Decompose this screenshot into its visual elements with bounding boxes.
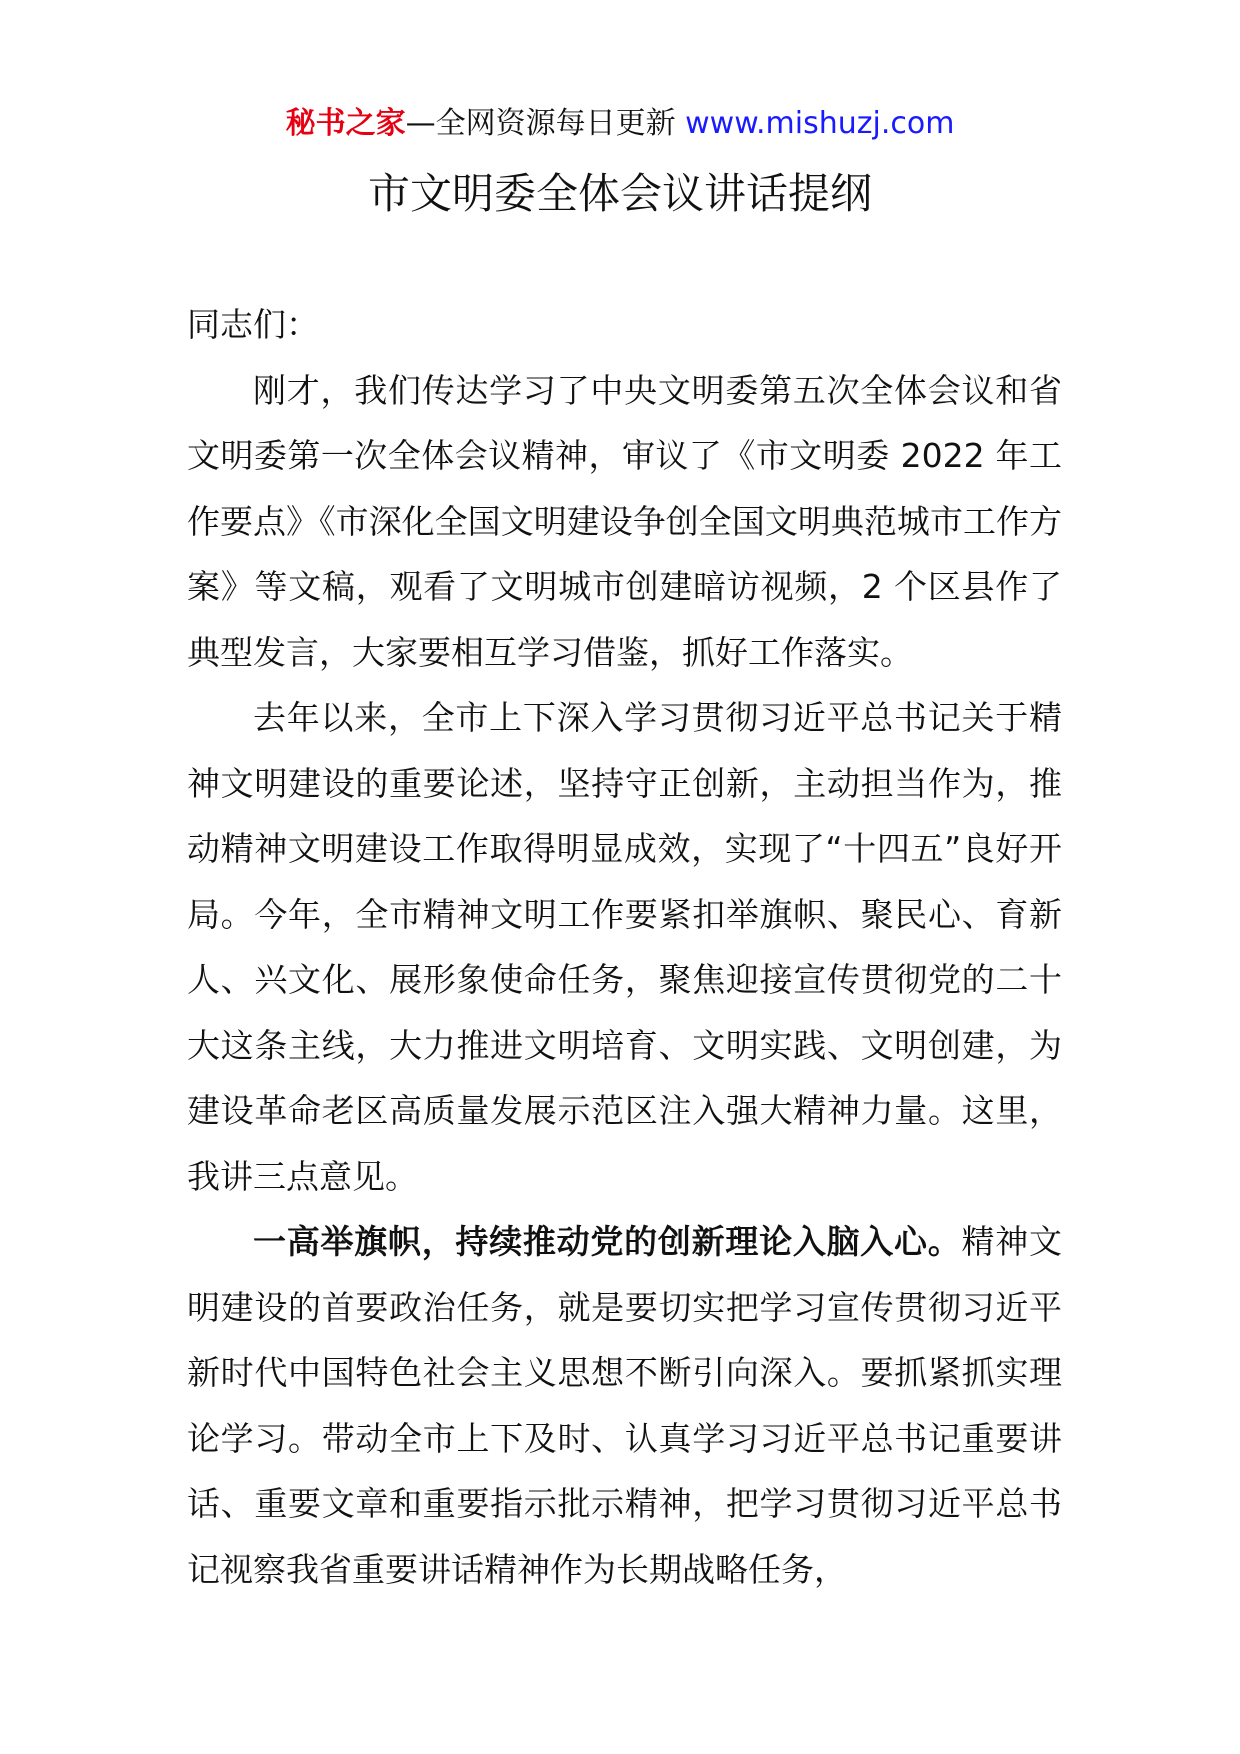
salutation: 同志们： (187, 305, 319, 344)
section-text: 精神文明建设的首要政治任务，就是要切实把学习宣传贯彻习近平新时代中国特色社会主义思想不断引向深入。要抓紧抓实理论学习。带动全市上下及时、认真学习习近平总书记重要讲话、重要文章和重要指示批示精神，把学习贯彻习近平总书记视察我省重要讲话精神作为长期战略任务， (187, 1222, 1063, 1589)
paragraph: 去年以来，全市上下深入学习贯彻习近平总书记关于精神文明建设的重要论述，坚持守正创新，主动担当作为，推动精神文明建设工作取得明显成效，实现了“十四五”良好开局。今年，全市精神文明工作要紧扣举旗帜、聚民心、育新人、兴文化、展形象使命任务，聚焦迎接宣传贯彻党的二十大这条主线，大力推进文明培育、文明实践、文明创建，为建设革命老区高质量发展示范区注入强大精神力量。这里，我讲三点意见。 (187, 698, 1062, 1196)
document-title: 市文明委全体会议讲话提纲 (367, 169, 872, 218)
brand-name: 秘书之家 (285, 106, 406, 141)
site-url-link[interactable]: www.mishuzj.com (685, 106, 955, 141)
section-paragraph (187, 1209, 1062, 1602)
section-heading: 一高举旗帜，持续推动党的创新理论入脑入心。 (253, 1222, 962, 1261)
document-body (187, 292, 1062, 1602)
site-header (0, 104, 1240, 144)
paragraph: 刚才，我们传达学习了中央文明委第五次全体会议和省文明委第一次全体会议精神，审议了《市文明委 2022 年工作要点》《市深化全国文明建设争创全国文明典范城市工作方案》等文稿，观看了文明城市创建暗访视频，2 个区县作了典型发言，大家要相互学习借鉴，抓好工作落实。 (187, 370, 1062, 672)
site-tagline: —全网资源每日更新 (405, 106, 686, 141)
